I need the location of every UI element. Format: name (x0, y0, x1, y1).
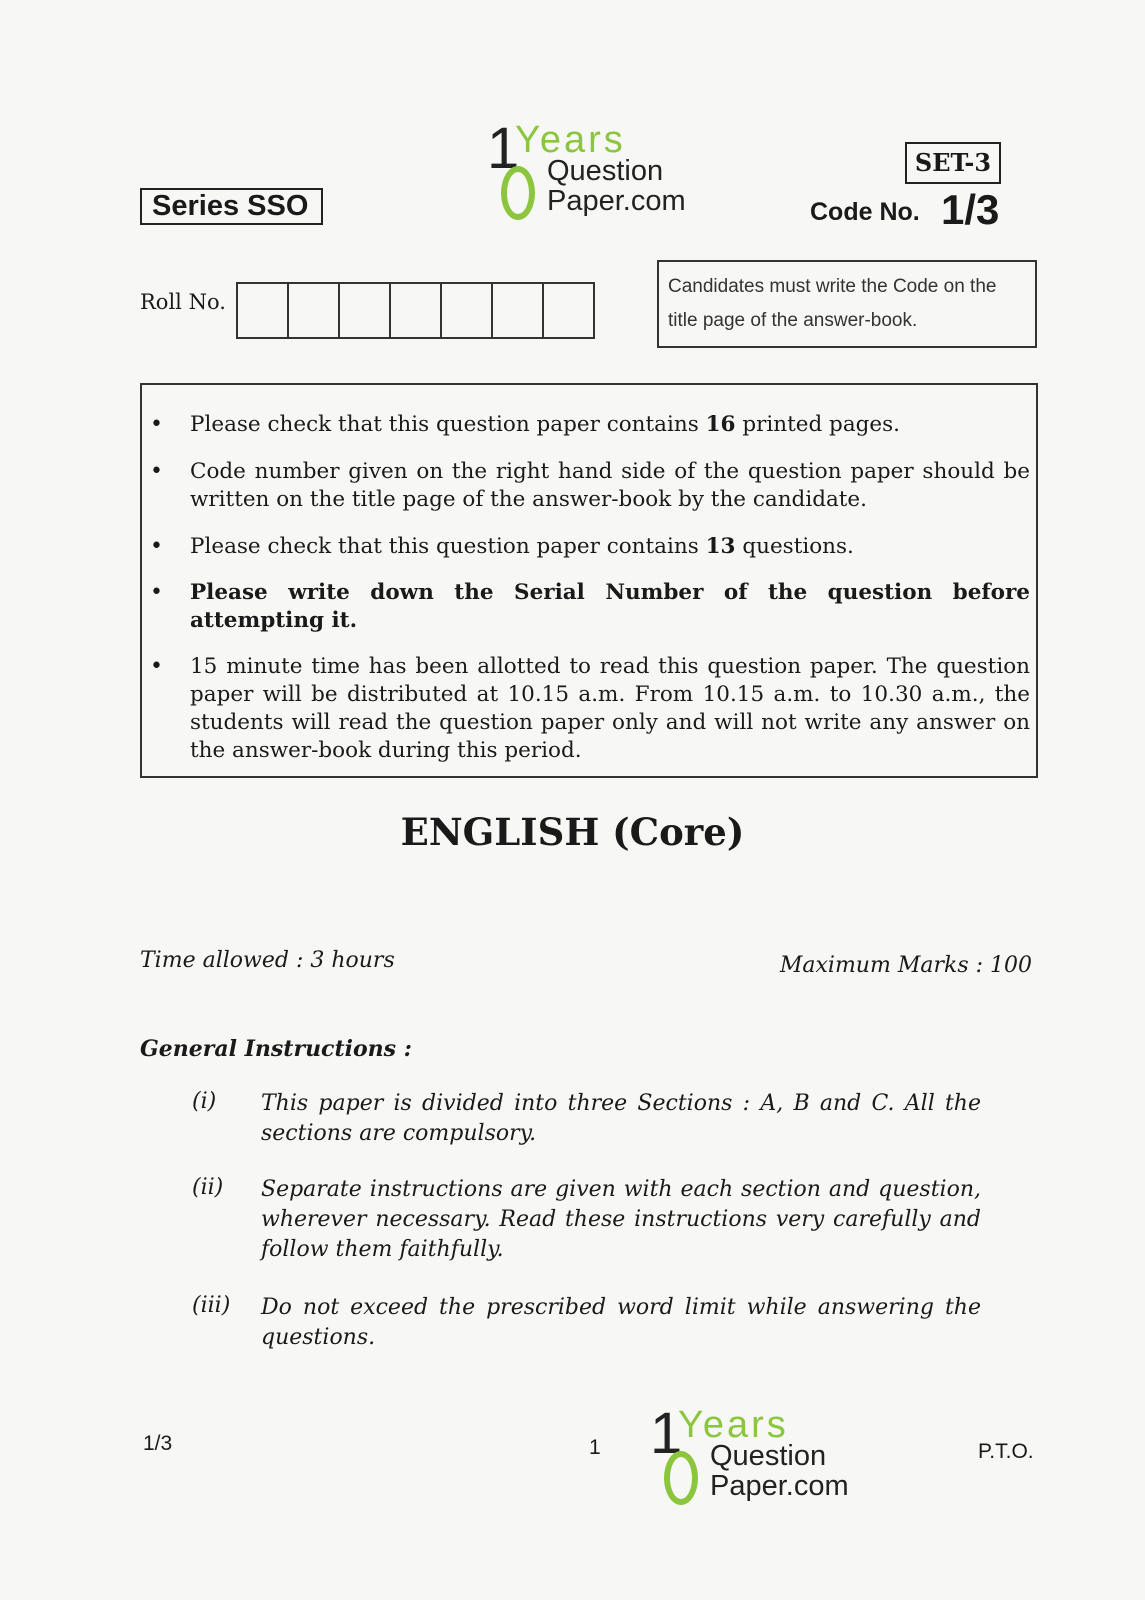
checklist-item: • Code number given on the right hand side of the question paper should be written on the title page of the answer-book by the candidate. (190, 458, 1030, 514)
roll-no-cell[interactable] (289, 284, 340, 337)
candidates-note-line: Candidates must write the Code on the (668, 276, 997, 297)
logo-years: Years (678, 1404, 789, 1446)
roll-no-cell[interactable] (493, 284, 544, 337)
set-label: SET-3 (905, 142, 1001, 184)
instruction-number: (i) (192, 1089, 217, 1114)
logo-paper: Paper.com (710, 1470, 849, 1502)
footer-code: 1/3 (143, 1432, 173, 1455)
roll-no-cell[interactable] (340, 284, 391, 337)
checklist-item: • Please write down the Serial Number of the question before attempting it. (190, 579, 1030, 635)
subject-title: ENGLISH (Core) (400, 810, 745, 854)
roll-no-label: Roll No. (140, 290, 226, 314)
checklist-item: • 15 minute time has been allotted to read this question paper. The question paper will be distributed at 10.15 a.m. From 10.15 a.m. to 10.30 a.m., the students will read the question paper only and will not write any answer on the answer-book during this period. (190, 653, 1030, 765)
pto-label: P.T.O. (978, 1440, 1034, 1463)
logo-zero-ring (501, 166, 535, 220)
logo-question: Question (547, 155, 664, 187)
roll-no-cell[interactable] (544, 284, 593, 337)
page-number: 1 (589, 1436, 601, 1459)
code-number (810, 186, 1010, 236)
roll-no-cell[interactable] (391, 284, 442, 337)
instruction-number: (ii) (192, 1175, 224, 1200)
candidates-note-line: title page of the answer-book. (668, 310, 918, 331)
roll-no-cell[interactable] (442, 284, 493, 337)
logo-years: Years (515, 119, 626, 161)
logo-paper: Paper.com (547, 185, 686, 217)
logo-bottom (650, 1401, 870, 1515)
roll-no-boxes (236, 282, 595, 339)
code-label: Code No. (810, 198, 920, 226)
maximum-marks: Maximum Marks : 100 (779, 953, 1032, 978)
logo-top (487, 116, 707, 230)
instruction-number: (iii) (192, 1293, 231, 1318)
general-instructions-heading: General Instructions : (140, 1036, 412, 1062)
logo-question: Question (710, 1440, 827, 1472)
series-label: Series SSO (140, 188, 323, 225)
time-allowed: Time allowed : 3 hours (140, 948, 395, 973)
instruction-text: Separate instructions are given with each section and question, wherever necessary. Read these instructions very carefully and follow them faithfully. (261, 1177, 981, 1262)
instruction-text: This paper is divided into three Sections : A, B and C. All the sections are compulsory. (261, 1091, 981, 1146)
candidates-note (657, 260, 1037, 348)
logo-digit-one: 1 (487, 116, 520, 181)
checklist-item: • Please check that this question paper contains 16 printed pages. (190, 411, 1030, 439)
instruction-text: Do not exceed the prescribed word limit while answering the questions. (261, 1295, 981, 1350)
logo-digit-one: 1 (650, 1401, 683, 1466)
code-value: 1/3 (941, 186, 1000, 233)
checklist-box (140, 383, 1038, 778)
roll-no-cell[interactable] (238, 284, 289, 337)
logo-zero-ring (664, 1451, 698, 1505)
checklist-item: • Please check that this question paper contains 13 questions. (190, 533, 1030, 561)
